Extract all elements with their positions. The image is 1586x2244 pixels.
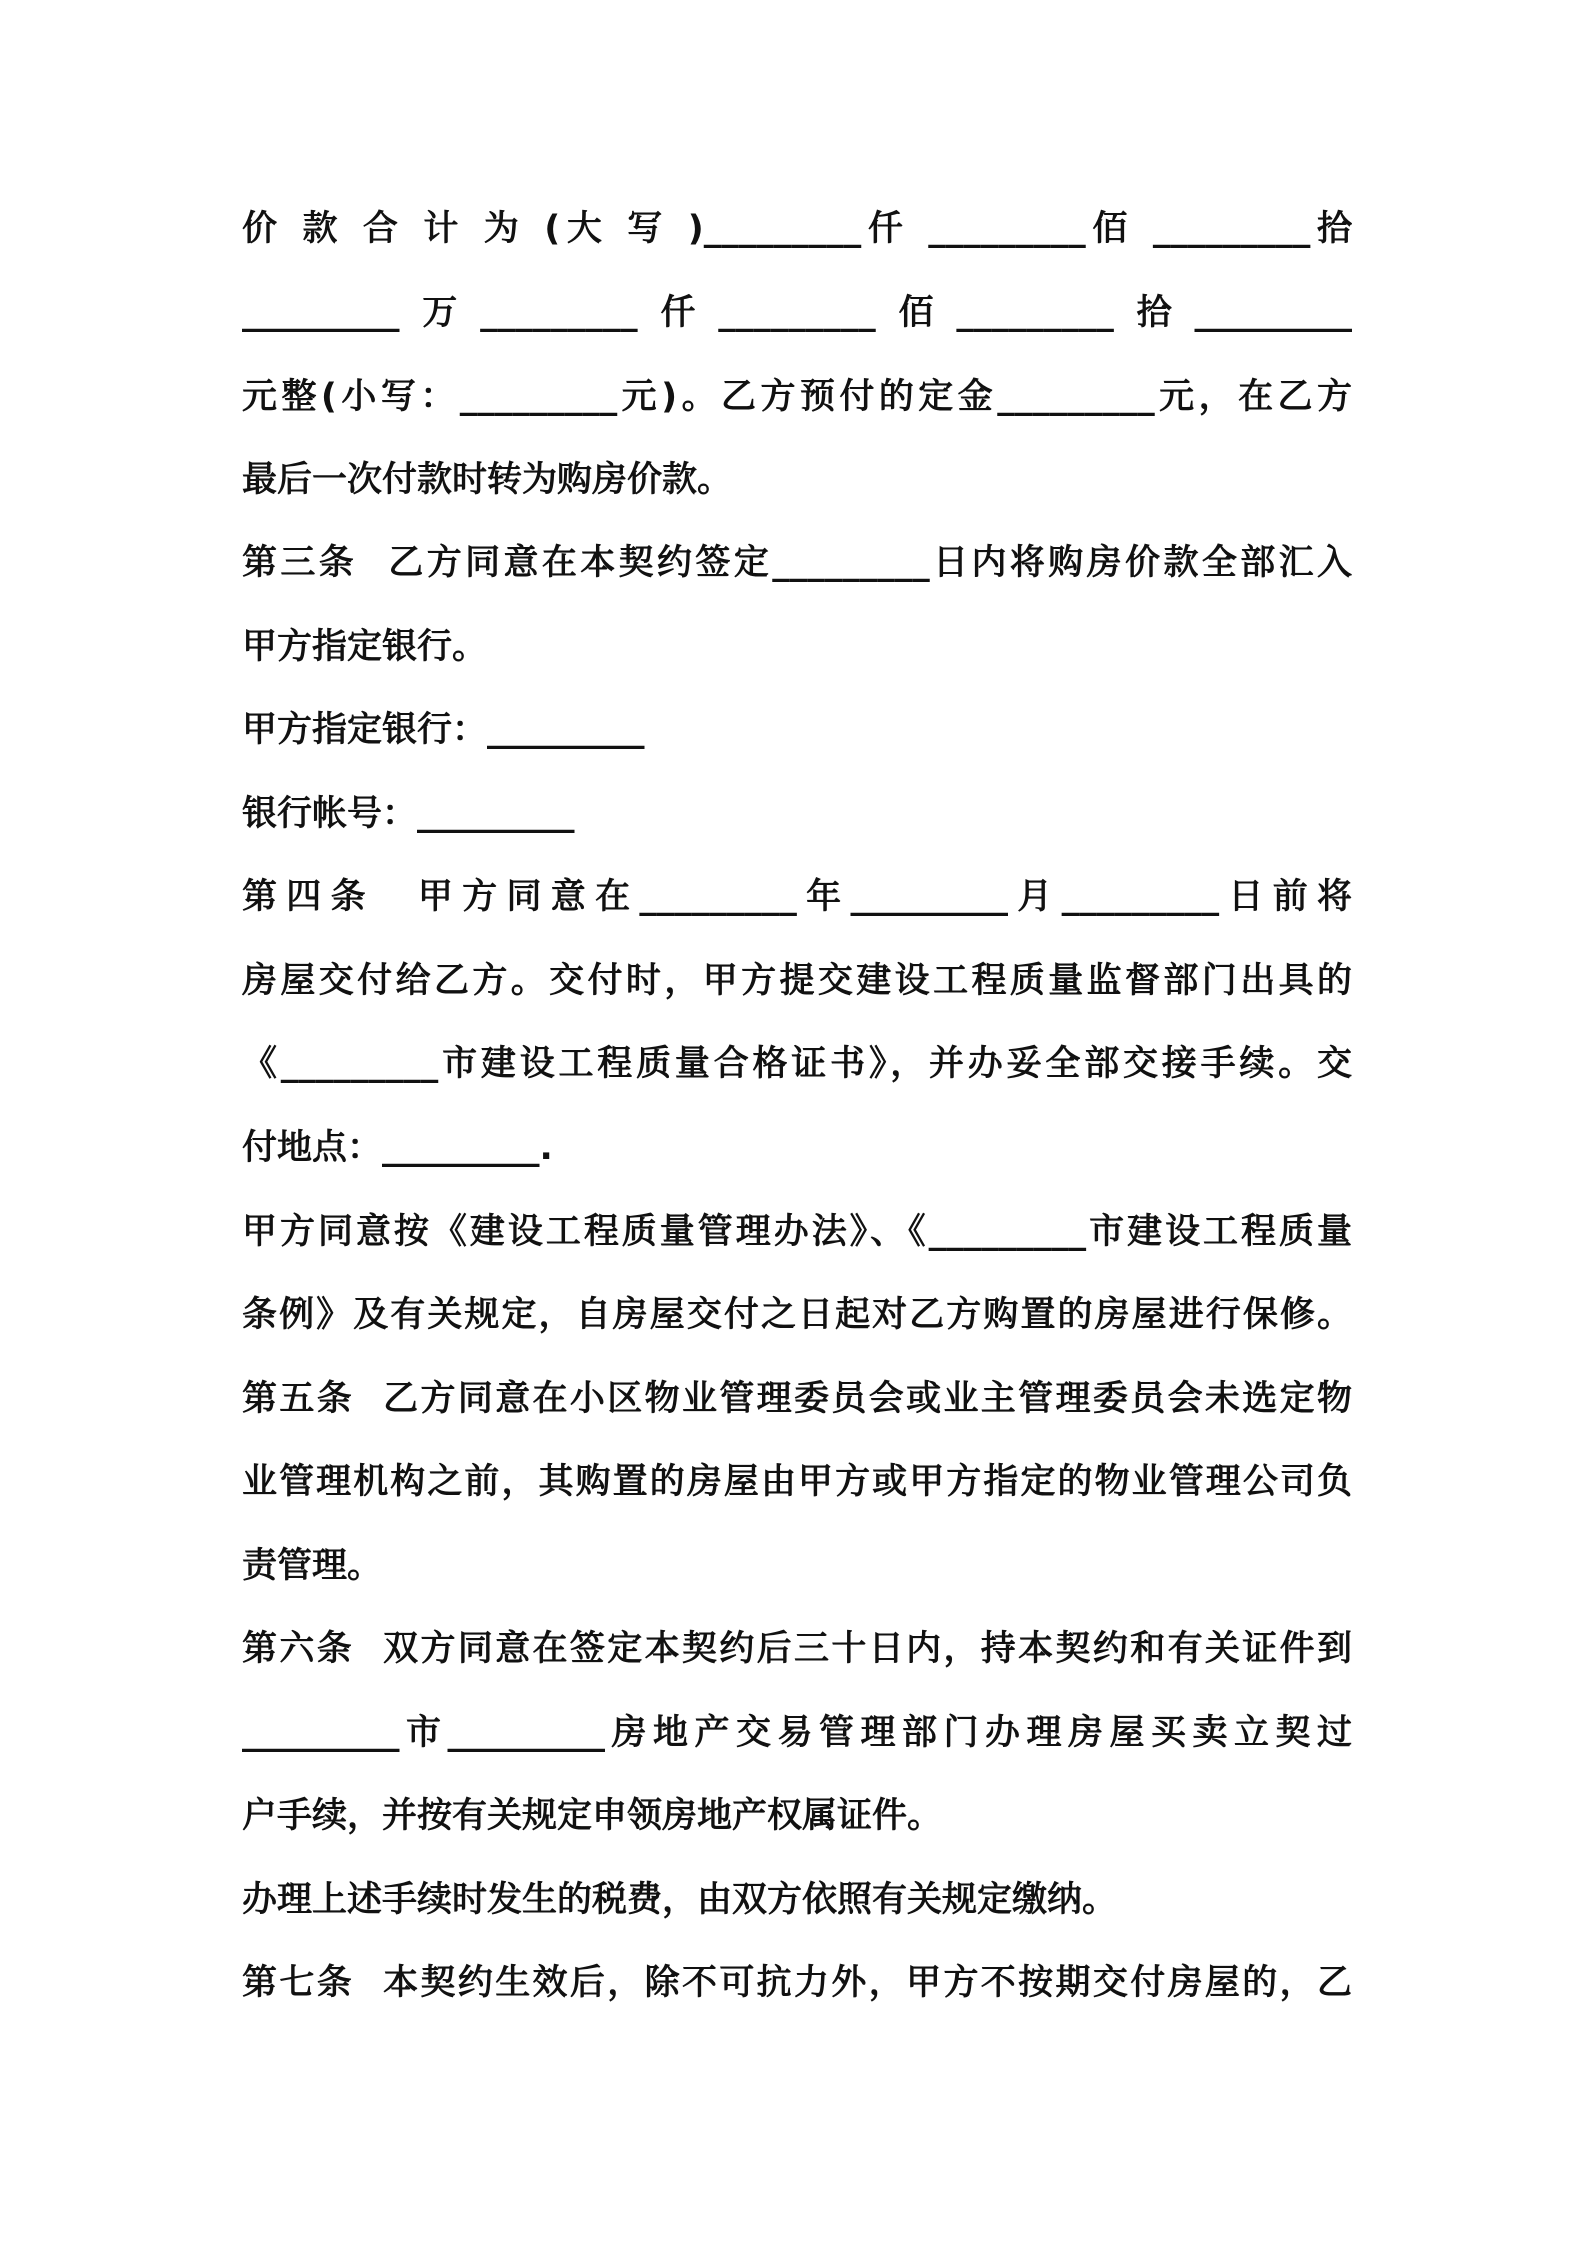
text-line-article-5-cont-2: 责管理。 xyxy=(242,1546,383,1586)
text-line-warranty-cont: 条例》及有关规定，自房屋交付之日起对乙方购置的房屋进行保修。 xyxy=(242,1295,1352,1335)
text-line-price-units: _________万_________仟_________佰_________拾_________ xyxy=(242,293,1352,333)
text-line-bank-account: 银行帐号：_________ xyxy=(242,794,575,834)
text-line-article-5-cont-1: 业管理机构之前，其购置的房屋由甲方或甲方指定的物业管理公司负 xyxy=(242,1462,1352,1502)
text-line-warranty: 甲方同意按《建设工程质量管理办法》、《_________市建设工程质量 xyxy=(242,1212,1352,1252)
text-line-article-3: 第三条 乙方同意在本契约签定_________日内将购房价款全部汇入 xyxy=(242,543,1352,583)
text-line-article-3-cont: 甲方指定银行。 xyxy=(242,627,488,667)
text-line-bank-name: 甲方指定银行：_________ xyxy=(242,710,645,750)
text-line-article-6-cont-1: _________市_________房地产交易管理部门办理房屋买卖立契过 xyxy=(242,1713,1352,1753)
text-line-article-4: 第四条 甲方同意在_________年_________月_________日前将 xyxy=(242,877,1352,917)
text-line-article-5: 第五条 乙方同意在小区物业管理委员会或业主管理委员会未选定物 xyxy=(242,1379,1352,1419)
text-line-article-4-cont-1: 房屋交付给乙方。交付时，甲方提交建设工程质量监督部门出具的 xyxy=(242,961,1352,1001)
text-line-price-total: 价 款 合 计 为 (大 写 )_________仟 _________佰 _________拾 xyxy=(242,209,1352,249)
text-line-taxes: 办理上述手续时发生的税费，由双方依照有关规定缴纳。 xyxy=(242,1880,1118,1920)
text-line-delivery-place: 付地点：_________. xyxy=(242,1128,553,1168)
text-line-price-figures: 元整(小写：_________元)。乙方预付的定金_________元，在乙方 xyxy=(242,377,1352,417)
text-line-deposit: 最后一次付款时转为购房价款。 xyxy=(242,460,733,500)
text-line-article-6: 第六条 双方同意在签定本契约后三十日内，持本契约和有关证件到 xyxy=(242,1629,1352,1669)
text-line-article-6-cont-2: 户手续，并按有关规定申领房地产权属证件。 xyxy=(242,1796,943,1836)
text-line-article-7: 第七条 本契约生效后，除不可抗力外，甲方不按期交付房屋的，乙 xyxy=(242,1963,1352,2003)
text-line-article-4-cont-2: 《_________市建设工程质量合格证书》，并办妥全部交接手续。交 xyxy=(242,1044,1352,1084)
